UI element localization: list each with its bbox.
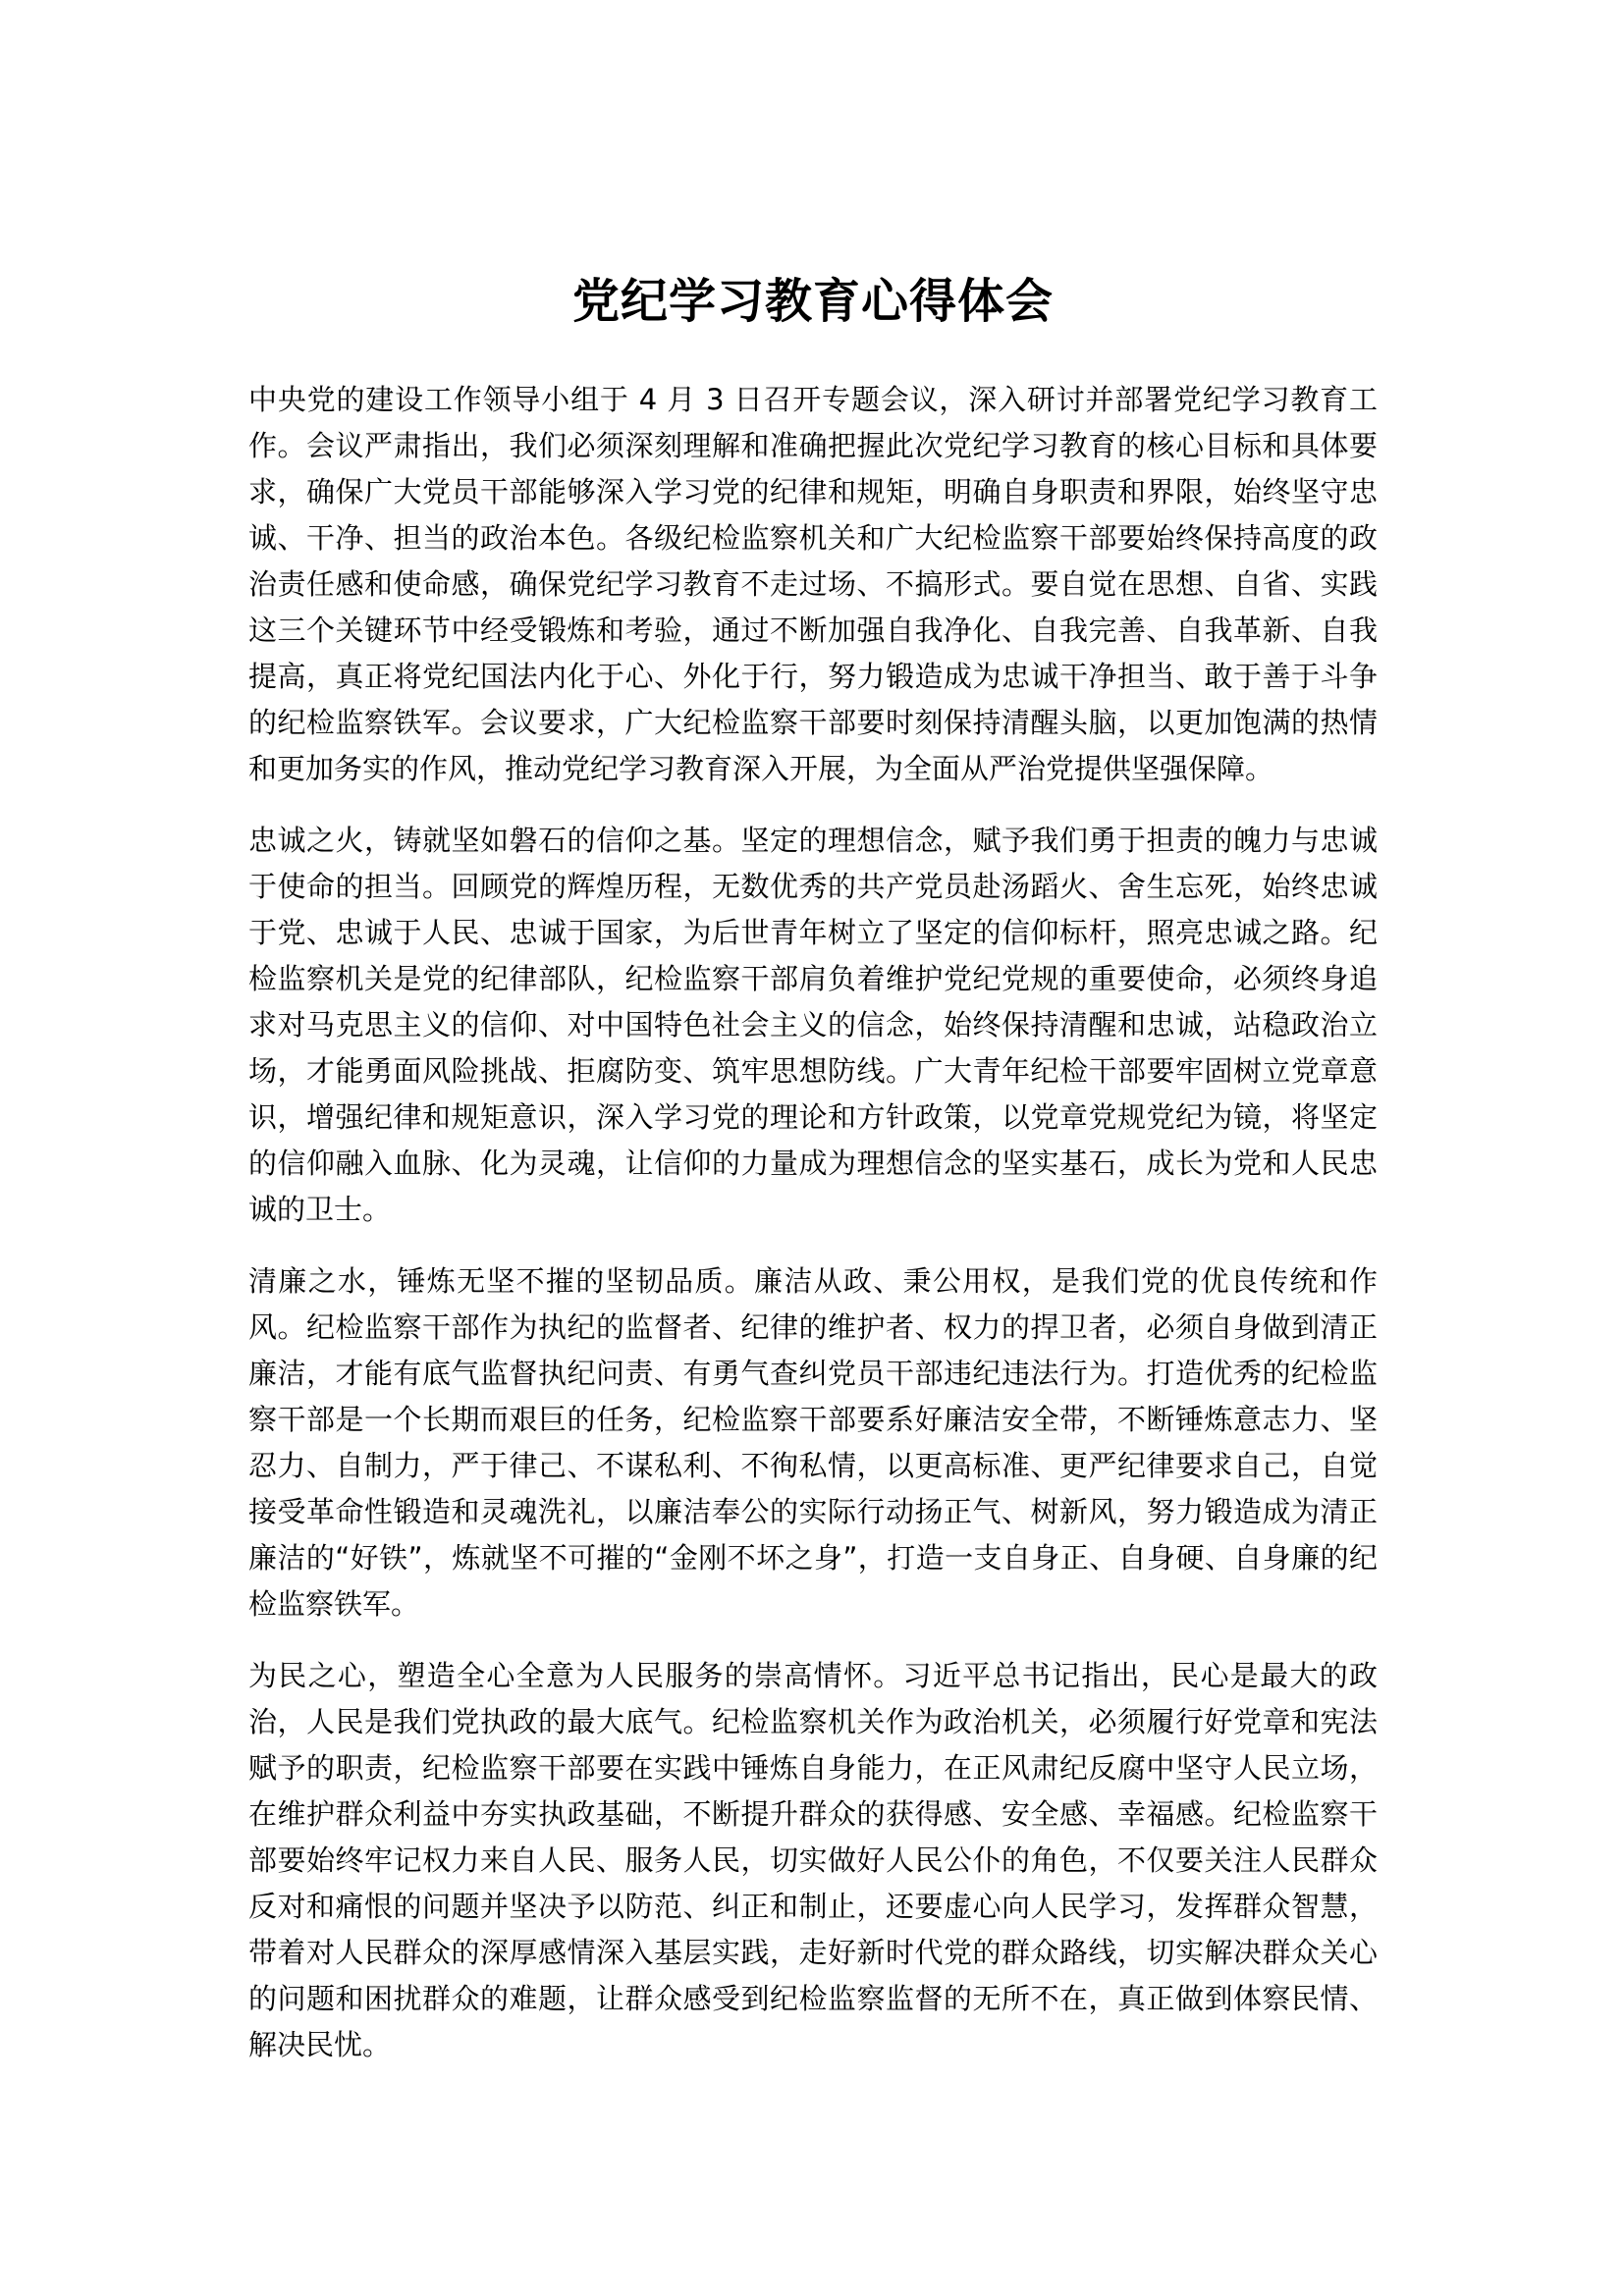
document-page [248,265,1378,2094]
document-title: 党纪学习教育心得体会 [571,274,1054,329]
paragraph-integrity: 清廉之水，锤炼无坚不摧的坚韧品质。廉洁从政、秉公用权，是我们党的优良传统和作风。纪检监察干部作为执纪的监督者、纪律的维护者、权力的捍卫者，必须自身做到清正廉洁，才能有底气监督执纪问责、有勇气查纠党员干部违纪违法行为。打造优秀的纪检监察干部是一个长期而艰巨的任务，纪检监察干部要系好廉洁安全带，不断锤炼意志力、坚忍力、自制力，严于律己、不谋私利、不徇私情，以更高标准、更严纪律要求自己，自觉接受革命性锻造和灵魂洗礼，以廉洁奉公的实际行动扬正气、树新风，努力锻造成为清正廉洁的“好铁”，炼就坚不可摧的“金刚不坏之身”，打造一支自身正、自身硬、自身廉的纪检监察铁军。 [248,1264,1378,1621]
paragraph-people: 为民之心，塑造全心全意为人民服务的崇高情怀。习近平总书记指出，民心是最大的政治，人民是我们党执政的最大底气。纪检监察机关作为政治机关，必须履行好党章和宪法赋予的职责，纪检监察干部要在实践中锤炼自身能力，在正风肃纪反腐中坚守人民立场，在维护群众利益中夯实执政基础，不断提升群众的获得感、安全感、幸福感。纪检监察干部要始终牢记权力来自人民、服务人民，切实做好人民公仆的角色，不仅要关注人民群众反对和痛恨的问题并坚决予以防范、纠正和制止，还要虚心向人民学习，发挥群众智慧，带着对人民群众的深厚感情深入基层实践，走好新时代党的群众路线，切实解决群众关心的问题和困扰群众的难题，让群众感受到纪检监察监督的无所不在，真正做到体察民情、解决民忧。 [248,1659,1378,2061]
paragraph-loyalty: 忠诚之火，铸就坚如磐石的信仰之基。坚定的理想信念，赋予我们勇于担责的魄力与忠诚于使命的担当。回顾党的辉煌历程，无数优秀的共产党员赴汤蹈火、舍生忘死，始终忠诚于党、忠诚于人民、忠诚于国家，为后世青年树立了坚定的信仰标杆，照亮忠诚之路。纪检监察机关是党的纪律部队，纪检监察干部肩负着维护党纪党规的重要使命，必须终身追求对马克思主义的信仰、对中国特色社会主义的信念，始终保持清醒和忠诚，站稳政治立场，才能勇面风险挑战、拒腐防变、筑牢思想防线。广大青年纪检干部要牢固树立党章意识，增强纪律和规矩意识，深入学习党的理论和方针政策，以党章党规党纪为镜，将坚定的信仰融入血脉、化为灵魂，让信仰的力量成为理想信念的坚实基石，成长为党和人民忠诚的卫士。 [248,824,1378,1226]
paragraph-meeting: 中央党的建设工作领导小组于 4 月 3 日召开专题会议，深入研讨并部署党纪学习教育工作。会议严肃指出，我们必须深刻理解和准确把握此次党纪学习教育的核心目标和具体要求，确保广大党员干部能够深入学习党的纪律和规矩，明确自身职责和界限，始终坚守忠诚、干净、担当的政治本色。各级纪检监察机关和广大纪检监察干部要始终保持高度的政治责任感和使命感，确保党纪学习教育不走过场、不搞形式。要自觉在思想、自省、实践这三个关键环节中经受锻炼和考验，通过不断加强自我净化、自我完善、自我革新、自我提高，真正将党纪国法内化于心、外化于行，努力锻造成为忠诚干净担当、敢于善于斗争的纪检监察铁军。会议要求，广大纪检监察干部要时刻保持清醒头脑，以更加饱满的热情和更加务实的作风，推动党纪学习教育深入开展，为全面从严治党提供坚强保障。 [248,383,1378,785]
